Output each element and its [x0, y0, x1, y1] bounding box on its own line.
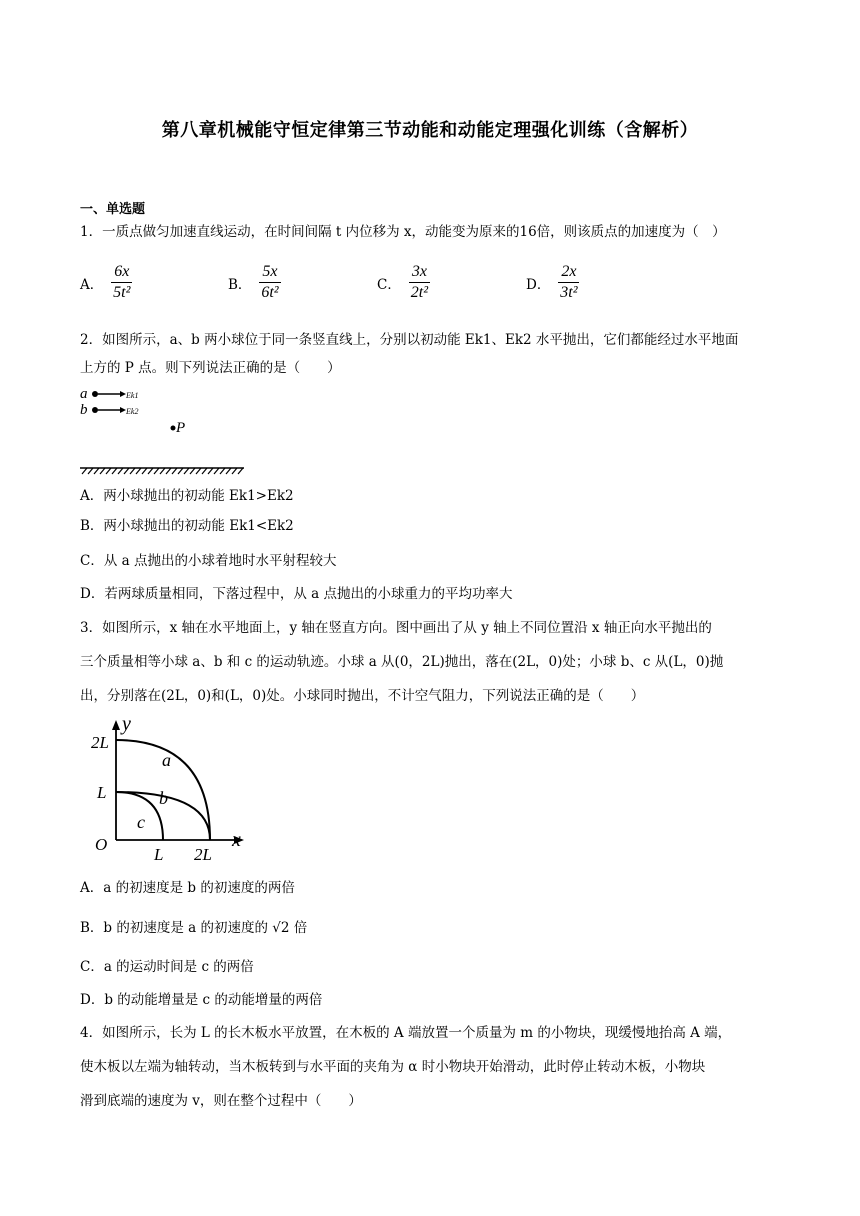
hatch-mark: [130, 468, 135, 474]
hatch-mark: [142, 468, 147, 474]
fraction: [558, 263, 579, 302]
denominator: 5t²: [113, 284, 131, 301]
question-1-stem: 1．一质点做匀加速直线运动，在时间间隔 t 内位移为 x，动能变为原来的16倍，则该质点的加速度为（ ）: [80, 224, 726, 240]
fraction: [259, 263, 280, 302]
ball-a-dot: [92, 391, 98, 397]
question-3-stem-line-3: 出，分别落在(2L，0)和(L，0)处。小球同时抛出，不计空气阻力，下列说法正确的是（ ）: [80, 688, 645, 704]
question-2-option-b[interactable]: B．两小球抛出的初动能 Ek1<Ek2: [80, 518, 294, 534]
denominator: 2t²: [410, 284, 429, 301]
question-3-option-d[interactable]: D．b 的动能增量是 c 的动能增量的两倍: [80, 992, 323, 1008]
numerator: 6x: [111, 263, 132, 283]
y-axis-label: y: [122, 716, 131, 735]
denominator: 6t²: [261, 284, 279, 301]
question-1-option-b[interactable]: [228, 263, 281, 302]
hatch-mark: [226, 468, 231, 474]
hatch-mark: [220, 468, 225, 474]
question-3-option-b[interactable]: B．b 的初速度是 a 的初速度的 √2 倍: [80, 920, 308, 936]
curve-b-label: b: [159, 788, 168, 808]
page-title: 第八章机械能守恒定律第三节动能和动能定理强化训练（含解析）: [161, 120, 699, 141]
ball-b-label: b: [80, 402, 88, 418]
hatch-mark: [82, 468, 87, 474]
option-label: D．: [526, 276, 551, 293]
numerator: 5x: [259, 263, 280, 283]
question-4-stem-line-3: 滑到底端的速度为 v，则在整个过程中（ ）: [80, 1093, 362, 1109]
option-label: B．: [228, 276, 252, 293]
question-3-option-c[interactable]: C．a 的运动时间是 c 的两倍: [80, 959, 254, 975]
numerator: 2x: [558, 263, 579, 283]
option-label: C．: [377, 276, 401, 293]
curve-a-label: a: [162, 750, 171, 770]
ball-a-label: a: [80, 386, 88, 402]
hatch-mark: [88, 468, 93, 474]
question-2-stem-line-1: 2．如图所示，a、b 两小球位于同一条竖直线上，分别以初动能 Ek1、Ek2 水平抛出，它们都能经过水平地面: [80, 332, 739, 348]
denominator: 3t²: [560, 284, 578, 301]
hatch-mark: [178, 468, 183, 474]
option-label: A．: [80, 276, 104, 293]
hatch-mark: [124, 468, 129, 474]
ground-hatching: [82, 468, 243, 474]
question-2-figure: [78, 384, 248, 476]
point-p-label: P: [176, 420, 186, 436]
hatch-mark: [118, 468, 123, 474]
question-2-option-d[interactable]: D．若两球质量相同，下落过程中，从 a 点抛出的小球重力的平均功率大: [80, 586, 513, 602]
hatch-mark: [160, 468, 165, 474]
question-3-stem-line-1: 3．如图所示，x 轴在水平地面上，y 轴在竖直方向。图中画出了从 y 轴上不同位置沿 x 轴正向水平抛出的: [80, 620, 712, 636]
ek2-label: Ek2: [126, 407, 139, 416]
question-2-option-c[interactable]: C．从 a 点抛出的小球着地时水平射程较大: [80, 553, 337, 569]
ek1-label: Ek1: [126, 391, 139, 400]
hatch-mark: [196, 468, 201, 474]
x-tick-l: L: [154, 845, 164, 864]
fraction: [409, 263, 430, 302]
section-heading: 一、单选题: [80, 202, 146, 217]
curve-c-label: c: [137, 812, 145, 832]
hatch-mark: [94, 468, 99, 474]
hatch-mark: [208, 468, 213, 474]
question-3-stem-line-2: 三个质量相等小球 a、b 和 c 的运动轨迹。小球 a 从(0，2L)抛出，落在(2L，0)处；小球 b、c 从(L，0)抛: [80, 654, 724, 670]
hatch-mark: [100, 468, 105, 474]
question-4-stem-line-1: 4．如图所示，长为 L 的长木板水平放置，在木板的 A 端放置一个质量为 m 的小物块，现缓慢地抬高 A 端，: [80, 1025, 732, 1041]
question-4-stem-line-2: 使木板以左端为轴转动，当木板转到与水平面的夹角为 α 时小物块开始滑动，此时停止转动木板，小物块: [80, 1059, 706, 1075]
hatch-mark: [238, 468, 243, 474]
hatch-mark: [202, 468, 207, 474]
question-3-figure: [86, 716, 256, 864]
hatch-mark: [232, 468, 237, 474]
y-tick-l: L: [97, 783, 107, 802]
question-1-option-c[interactable]: [377, 263, 430, 302]
point-p-dot: [171, 426, 176, 431]
fraction: [111, 263, 132, 302]
hatch-mark: [166, 468, 171, 474]
question-2-option-a[interactable]: A．两小球抛出的初动能 Ek1>Ek2: [80, 488, 294, 504]
origin-label: O: [95, 835, 108, 854]
question-3-option-a[interactable]: A．a 的初速度是 b 的初速度的两倍: [80, 880, 295, 896]
hatch-mark: [148, 468, 153, 474]
hatch-mark: [190, 468, 195, 474]
ball-b-dot: [92, 407, 98, 413]
hatch-mark: [154, 468, 159, 474]
y-tick-2l: 2L: [91, 733, 109, 752]
x-tick-2l: 2L: [194, 845, 212, 864]
hatch-mark: [214, 468, 219, 474]
numerator: 3x: [409, 263, 430, 283]
hatch-mark: [112, 468, 117, 474]
question-2-stem-line-2: 上方的 P 点。则下列说法正确的是（ ）: [80, 360, 341, 376]
y-axis-arrow-icon: [112, 720, 120, 730]
hatch-mark: [106, 468, 111, 474]
hatch-mark: [136, 468, 141, 474]
x-axis-label: x: [232, 829, 241, 851]
hatch-mark: [172, 468, 177, 474]
question-1-option-d[interactable]: [526, 263, 579, 302]
hatch-mark: [184, 468, 189, 474]
question-1-option-a[interactable]: [80, 263, 132, 302]
